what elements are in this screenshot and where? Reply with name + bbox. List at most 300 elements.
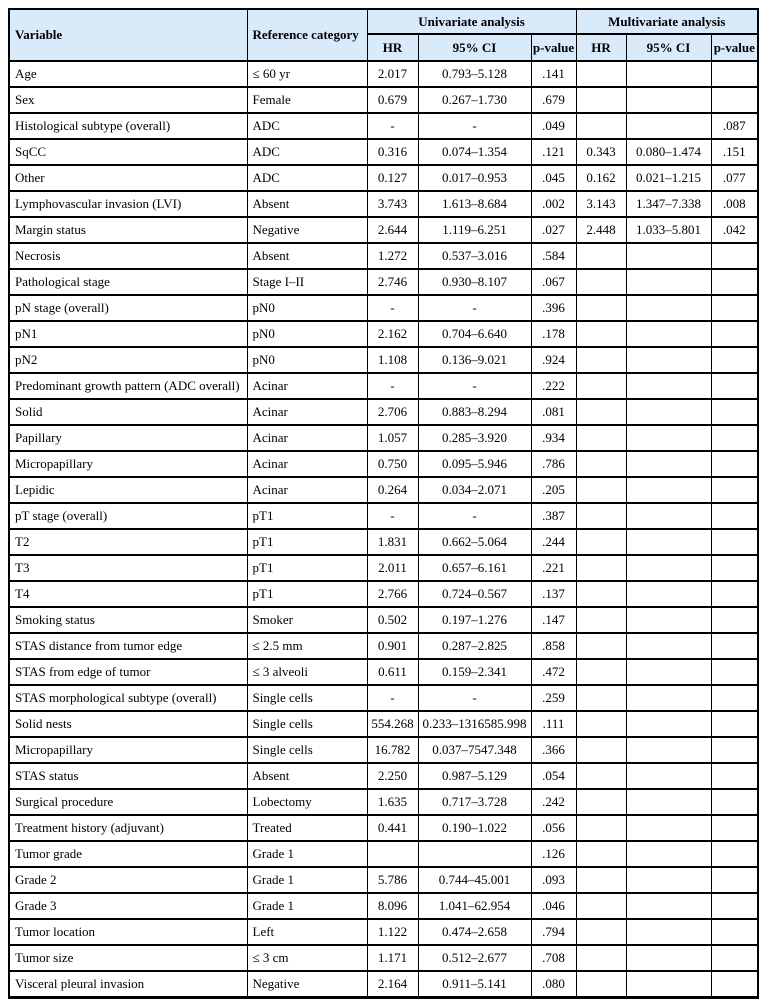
multivariate-ci-cell xyxy=(626,425,711,451)
reference-category-cell: Single cells xyxy=(247,685,367,711)
variable-cell: Margin status xyxy=(9,217,247,243)
multivariate-hr-cell: 0.162 xyxy=(576,165,626,191)
multivariate-hr-cell xyxy=(576,451,626,477)
univariate-hr-cell: 1.057 xyxy=(367,425,418,451)
univariate-pvalue-cell: .027 xyxy=(531,217,576,243)
multivariate-ci-cell xyxy=(626,841,711,867)
univariate-pvalue-cell: .081 xyxy=(531,399,576,425)
univariate-ci-cell: - xyxy=(418,295,531,321)
multivariate-pvalue-cell xyxy=(711,295,758,321)
univariate-ci-cell: 0.987–5.129 xyxy=(418,763,531,789)
reference-category-cell: Grade 1 xyxy=(247,841,367,867)
variable-cell: SqCC xyxy=(9,139,247,165)
reference-category-cell: pN0 xyxy=(247,295,367,321)
univariate-hr-cell: 2.706 xyxy=(367,399,418,425)
univariate-hr-cell: - xyxy=(367,503,418,529)
univariate-pvalue-cell: .093 xyxy=(531,867,576,893)
univariate-pvalue-cell: .584 xyxy=(531,243,576,269)
univariate-hr-cell: 0.750 xyxy=(367,451,418,477)
univariate-hr-cell: 0.441 xyxy=(367,815,418,841)
multivariate-ci-cell xyxy=(626,321,711,347)
multivariate-pvalue-cell xyxy=(711,581,758,607)
multivariate-ci-cell xyxy=(626,685,711,711)
header-multivariate-ci: 95% CI xyxy=(626,34,711,61)
univariate-pvalue-cell: .121 xyxy=(531,139,576,165)
multivariate-hr-cell xyxy=(576,633,626,659)
reference-category-cell: Single cells xyxy=(247,711,367,737)
variable-cell: Pathological stage xyxy=(9,269,247,295)
univariate-pvalue-cell: .794 xyxy=(531,919,576,945)
table-row xyxy=(9,451,758,477)
multivariate-ci-cell xyxy=(626,555,711,581)
reference-category-cell: pT1 xyxy=(247,503,367,529)
univariate-hr-cell: 1.831 xyxy=(367,529,418,555)
multivariate-hr-cell xyxy=(576,919,626,945)
variable-cell: Age xyxy=(9,61,247,87)
table-row xyxy=(9,243,758,269)
multivariate-ci-cell xyxy=(626,893,711,919)
reference-category-cell: Absent xyxy=(247,243,367,269)
reference-category-cell: Stage I–II xyxy=(247,269,367,295)
table-row xyxy=(9,841,758,867)
table-row xyxy=(9,425,758,451)
table-row xyxy=(9,555,758,581)
univariate-hr-cell: 1.635 xyxy=(367,789,418,815)
univariate-ci-cell: 0.190–1.022 xyxy=(418,815,531,841)
multivariate-pvalue-cell: .008 xyxy=(711,191,758,217)
reference-category-cell: Smoker xyxy=(247,607,367,633)
multivariate-ci-cell xyxy=(626,763,711,789)
header-multivariate-analysis: Multivariate analysis xyxy=(576,9,758,34)
univariate-ci-cell: - xyxy=(418,503,531,529)
multivariate-pvalue-cell: .077 xyxy=(711,165,758,191)
reference-category-cell: Absent xyxy=(247,191,367,217)
multivariate-hr-cell xyxy=(576,867,626,893)
table-header xyxy=(9,9,758,61)
multivariate-ci-cell xyxy=(626,503,711,529)
univariate-pvalue-cell: .396 xyxy=(531,295,576,321)
univariate-ci-cell: 0.037–7547.348 xyxy=(418,737,531,763)
variable-cell: STAS morphological subtype (overall) xyxy=(9,685,247,711)
reference-category-cell: pT1 xyxy=(247,581,367,607)
multivariate-ci-cell xyxy=(626,87,711,113)
univariate-ci-cell: 0.537–3.016 xyxy=(418,243,531,269)
cox-regression-table xyxy=(8,8,759,999)
univariate-pvalue-cell: .147 xyxy=(531,607,576,633)
multivariate-pvalue-cell xyxy=(711,685,758,711)
reference-category-cell: Acinar xyxy=(247,373,367,399)
table-row xyxy=(9,633,758,659)
univariate-ci-cell: 0.233–1316585.998 xyxy=(418,711,531,737)
variable-cell: T3 xyxy=(9,555,247,581)
variable-cell: pT stage (overall) xyxy=(9,503,247,529)
table-row xyxy=(9,737,758,763)
multivariate-ci-cell xyxy=(626,971,711,997)
univariate-ci-cell xyxy=(418,841,531,867)
reference-category-cell: ADC xyxy=(247,165,367,191)
univariate-hr-cell: 2.164 xyxy=(367,971,418,997)
multivariate-ci-cell xyxy=(626,295,711,321)
univariate-ci-cell: 1.119–6.251 xyxy=(418,217,531,243)
multivariate-pvalue-cell xyxy=(711,243,758,269)
table-row xyxy=(9,347,758,373)
univariate-ci-cell: - xyxy=(418,685,531,711)
multivariate-pvalue-cell xyxy=(711,659,758,685)
reference-category-cell: pT1 xyxy=(247,555,367,581)
multivariate-ci-cell: 1.033–5.801 xyxy=(626,217,711,243)
multivariate-pvalue-cell xyxy=(711,477,758,503)
multivariate-pvalue-cell xyxy=(711,945,758,971)
univariate-hr-cell: 0.901 xyxy=(367,633,418,659)
univariate-ci-cell: 0.657–6.161 xyxy=(418,555,531,581)
univariate-pvalue-cell: .046 xyxy=(531,893,576,919)
univariate-pvalue-cell: .366 xyxy=(531,737,576,763)
table-row xyxy=(9,87,758,113)
univariate-pvalue-cell: .045 xyxy=(531,165,576,191)
univariate-hr-cell: - xyxy=(367,113,418,139)
reference-category-cell: Treated xyxy=(247,815,367,841)
univariate-pvalue-cell: .472 xyxy=(531,659,576,685)
variable-cell: Visceral pleural invasion xyxy=(9,971,247,997)
variable-cell: Predominant growth pattern (ADC overall) xyxy=(9,373,247,399)
univariate-pvalue-cell: .178 xyxy=(531,321,576,347)
multivariate-pvalue-cell: .042 xyxy=(711,217,758,243)
multivariate-pvalue-cell xyxy=(711,269,758,295)
univariate-hr-cell: 2.250 xyxy=(367,763,418,789)
reference-category-cell: pN0 xyxy=(247,347,367,373)
variable-cell: Lepidic xyxy=(9,477,247,503)
table-row xyxy=(9,399,758,425)
table-row xyxy=(9,867,758,893)
univariate-pvalue-cell: .221 xyxy=(531,555,576,581)
multivariate-ci-cell xyxy=(626,243,711,269)
variable-cell: Solid xyxy=(9,399,247,425)
univariate-pvalue-cell: .244 xyxy=(531,529,576,555)
reference-category-cell: Single cells xyxy=(247,737,367,763)
univariate-hr-cell: 0.679 xyxy=(367,87,418,113)
table-row xyxy=(9,113,758,139)
multivariate-pvalue-cell xyxy=(711,763,758,789)
multivariate-hr-cell xyxy=(576,789,626,815)
multivariate-pvalue-cell xyxy=(711,61,758,87)
univariate-pvalue-cell: .054 xyxy=(531,763,576,789)
reference-category-cell: ADC xyxy=(247,113,367,139)
univariate-hr-cell: 2.746 xyxy=(367,269,418,295)
multivariate-hr-cell xyxy=(576,61,626,87)
table-row xyxy=(9,269,758,295)
header-univariate-hr: HR xyxy=(367,34,418,61)
table-row xyxy=(9,893,758,919)
multivariate-pvalue-cell xyxy=(711,321,758,347)
multivariate-ci-cell xyxy=(626,659,711,685)
univariate-pvalue-cell: .080 xyxy=(531,971,576,997)
univariate-ci-cell: 0.095–5.946 xyxy=(418,451,531,477)
univariate-pvalue-cell: .786 xyxy=(531,451,576,477)
univariate-ci-cell: 0.930–8.107 xyxy=(418,269,531,295)
multivariate-pvalue-cell xyxy=(711,425,758,451)
univariate-hr-cell: 2.644 xyxy=(367,217,418,243)
variable-cell: Micropapillary xyxy=(9,451,247,477)
univariate-pvalue-cell: .067 xyxy=(531,269,576,295)
table-row xyxy=(9,919,758,945)
univariate-hr-cell: - xyxy=(367,295,418,321)
reference-category-cell: ≤ 60 yr xyxy=(247,61,367,87)
variable-cell: STAS distance from tumor edge xyxy=(9,633,247,659)
reference-category-cell: ADC xyxy=(247,139,367,165)
multivariate-hr-cell: 2.448 xyxy=(576,217,626,243)
univariate-ci-cell: 1.613–8.684 xyxy=(418,191,531,217)
reference-category-cell: Female xyxy=(247,87,367,113)
reference-category-cell: Absent xyxy=(247,763,367,789)
multivariate-hr-cell xyxy=(576,503,626,529)
table-row xyxy=(9,971,758,997)
univariate-pvalue-cell: .111 xyxy=(531,711,576,737)
reference-category-cell: ≤ 3 cm xyxy=(247,945,367,971)
multivariate-pvalue-cell xyxy=(711,789,758,815)
table-row xyxy=(9,607,758,633)
variable-cell: Other xyxy=(9,165,247,191)
variable-cell: pN stage (overall) xyxy=(9,295,247,321)
multivariate-pvalue-cell xyxy=(711,711,758,737)
variable-cell: STAS from edge of tumor xyxy=(9,659,247,685)
variable-cell: Smoking status xyxy=(9,607,247,633)
multivariate-ci-cell: 0.021–1.215 xyxy=(626,165,711,191)
multivariate-hr-cell xyxy=(576,841,626,867)
variable-cell: Surgical procedure xyxy=(9,789,247,815)
reference-category-cell: Left xyxy=(247,919,367,945)
univariate-hr-cell: 1.122 xyxy=(367,919,418,945)
univariate-pvalue-cell: .924 xyxy=(531,347,576,373)
multivariate-hr-cell xyxy=(576,555,626,581)
table-row xyxy=(9,217,758,243)
multivariate-ci-cell xyxy=(626,373,711,399)
variable-cell: pN2 xyxy=(9,347,247,373)
multivariate-ci-cell xyxy=(626,451,711,477)
univariate-ci-cell: 1.041–62.954 xyxy=(418,893,531,919)
multivariate-hr-cell xyxy=(576,243,626,269)
univariate-ci-cell: 0.512–2.677 xyxy=(418,945,531,971)
univariate-pvalue-cell: .858 xyxy=(531,633,576,659)
variable-cell: Solid nests xyxy=(9,711,247,737)
multivariate-hr-cell xyxy=(576,685,626,711)
variable-cell: STAS status xyxy=(9,763,247,789)
multivariate-hr-cell xyxy=(576,581,626,607)
table-row xyxy=(9,763,758,789)
multivariate-hr-cell xyxy=(576,321,626,347)
multivariate-pvalue-cell xyxy=(711,893,758,919)
variable-cell: Grade 2 xyxy=(9,867,247,893)
multivariate-hr-cell: 0.343 xyxy=(576,139,626,165)
univariate-ci-cell: - xyxy=(418,373,531,399)
univariate-ci-cell: 0.267–1.730 xyxy=(418,87,531,113)
univariate-pvalue-cell: .126 xyxy=(531,841,576,867)
univariate-hr-cell: 0.264 xyxy=(367,477,418,503)
univariate-ci-cell: - xyxy=(418,113,531,139)
reference-category-cell: Acinar xyxy=(247,477,367,503)
multivariate-ci-cell xyxy=(626,61,711,87)
variable-cell: Sex xyxy=(9,87,247,113)
multivariate-hr-cell xyxy=(576,737,626,763)
table-row xyxy=(9,61,758,87)
univariate-pvalue-cell: .002 xyxy=(531,191,576,217)
variable-cell: Papillary xyxy=(9,425,247,451)
reference-category-cell: ≤ 3 alveoli xyxy=(247,659,367,685)
univariate-ci-cell: 0.197–1.276 xyxy=(418,607,531,633)
multivariate-hr-cell xyxy=(576,399,626,425)
univariate-pvalue-cell: .708 xyxy=(531,945,576,971)
univariate-ci-cell: 0.662–5.064 xyxy=(418,529,531,555)
univariate-pvalue-cell: .056 xyxy=(531,815,576,841)
reference-category-cell: Grade 1 xyxy=(247,893,367,919)
univariate-ci-cell: 0.285–3.920 xyxy=(418,425,531,451)
table-row xyxy=(9,295,758,321)
multivariate-ci-cell xyxy=(626,607,711,633)
table-row xyxy=(9,789,758,815)
multivariate-ci-cell xyxy=(626,529,711,555)
reference-category-cell: pT1 xyxy=(247,529,367,555)
univariate-ci-cell: 0.474–2.658 xyxy=(418,919,531,945)
multivariate-pvalue-cell xyxy=(711,867,758,893)
univariate-hr-cell: 2.017 xyxy=(367,61,418,87)
reference-category-cell: Negative xyxy=(247,217,367,243)
multivariate-pvalue-cell xyxy=(711,87,758,113)
univariate-ci-cell: 0.074–1.354 xyxy=(418,139,531,165)
table-row xyxy=(9,477,758,503)
multivariate-hr-cell xyxy=(576,529,626,555)
univariate-ci-cell: 0.704–6.640 xyxy=(418,321,531,347)
header-univariate-analysis: Univariate analysis xyxy=(367,9,576,34)
multivariate-ci-cell xyxy=(626,711,711,737)
univariate-pvalue-cell: .934 xyxy=(531,425,576,451)
reference-category-cell: ≤ 2.5 mm xyxy=(247,633,367,659)
multivariate-pvalue-cell xyxy=(711,815,758,841)
univariate-hr-cell: 2.011 xyxy=(367,555,418,581)
multivariate-hr-cell xyxy=(576,347,626,373)
multivariate-hr-cell xyxy=(576,945,626,971)
univariate-ci-cell: 0.883–8.294 xyxy=(418,399,531,425)
table-row xyxy=(9,529,758,555)
header-multivariate-pvalue: p-value xyxy=(711,34,758,61)
multivariate-hr-cell xyxy=(576,295,626,321)
table-row xyxy=(9,815,758,841)
multivariate-pvalue-cell xyxy=(711,503,758,529)
univariate-hr-cell: 0.127 xyxy=(367,165,418,191)
header-multivariate-hr: HR xyxy=(576,34,626,61)
table-row xyxy=(9,503,758,529)
multivariate-pvalue-cell xyxy=(711,971,758,997)
variable-cell: Tumor location xyxy=(9,919,247,945)
table-row xyxy=(9,139,758,165)
univariate-pvalue-cell: .205 xyxy=(531,477,576,503)
univariate-pvalue-cell: .141 xyxy=(531,61,576,87)
univariate-hr-cell: 5.786 xyxy=(367,867,418,893)
multivariate-hr-cell xyxy=(576,425,626,451)
header-variable: Variable xyxy=(9,9,247,61)
variable-cell: Necrosis xyxy=(9,243,247,269)
reference-category-cell: pN0 xyxy=(247,321,367,347)
univariate-pvalue-cell: .387 xyxy=(531,503,576,529)
multivariate-pvalue-cell xyxy=(711,607,758,633)
multivariate-ci-cell xyxy=(626,269,711,295)
table-body xyxy=(9,61,758,997)
multivariate-hr-cell xyxy=(576,269,626,295)
univariate-ci-cell: 0.136–9.021 xyxy=(418,347,531,373)
univariate-ci-cell: 0.159–2.341 xyxy=(418,659,531,685)
variable-cell: Grade 3 xyxy=(9,893,247,919)
multivariate-hr-cell xyxy=(576,763,626,789)
multivariate-pvalue-cell xyxy=(711,451,758,477)
multivariate-pvalue-cell xyxy=(711,919,758,945)
multivariate-hr-cell xyxy=(576,477,626,503)
univariate-hr-cell: 1.108 xyxy=(367,347,418,373)
univariate-pvalue-cell: .259 xyxy=(531,685,576,711)
multivariate-pvalue-cell xyxy=(711,737,758,763)
univariate-hr-cell: 8.096 xyxy=(367,893,418,919)
multivariate-ci-cell xyxy=(626,347,711,373)
univariate-hr-cell: - xyxy=(367,685,418,711)
multivariate-hr-cell xyxy=(576,607,626,633)
univariate-ci-cell: 0.724–0.567 xyxy=(418,581,531,607)
multivariate-hr-cell xyxy=(576,113,626,139)
multivariate-ci-cell xyxy=(626,737,711,763)
reference-category-cell: Acinar xyxy=(247,425,367,451)
table-row xyxy=(9,165,758,191)
reference-category-cell: Acinar xyxy=(247,451,367,477)
univariate-hr-cell: 2.766 xyxy=(367,581,418,607)
univariate-ci-cell: 0.017–0.953 xyxy=(418,165,531,191)
multivariate-pvalue-cell xyxy=(711,841,758,867)
variable-cell: Histological subtype (overall) xyxy=(9,113,247,139)
multivariate-ci-cell xyxy=(626,399,711,425)
multivariate-ci-cell: 0.080–1.474 xyxy=(626,139,711,165)
reference-category-cell: Acinar xyxy=(247,399,367,425)
multivariate-ci-cell xyxy=(626,581,711,607)
univariate-ci-cell: 0.717–3.728 xyxy=(418,789,531,815)
variable-cell: Treatment history (adjuvant) xyxy=(9,815,247,841)
table-row xyxy=(9,321,758,347)
variable-cell: T2 xyxy=(9,529,247,555)
multivariate-hr-cell: 3.143 xyxy=(576,191,626,217)
variable-cell: Tumor grade xyxy=(9,841,247,867)
univariate-ci-cell: 0.911–5.141 xyxy=(418,971,531,997)
variable-cell: T4 xyxy=(9,581,247,607)
multivariate-hr-cell xyxy=(576,87,626,113)
univariate-hr-cell: - xyxy=(367,373,418,399)
univariate-pvalue-cell: .137 xyxy=(531,581,576,607)
variable-cell: Lymphovascular invasion (LVI) xyxy=(9,191,247,217)
table-row xyxy=(9,659,758,685)
univariate-pvalue-cell: .679 xyxy=(531,87,576,113)
variable-cell: pN1 xyxy=(9,321,247,347)
multivariate-pvalue-cell xyxy=(711,529,758,555)
univariate-ci-cell: 0.793–5.128 xyxy=(418,61,531,87)
multivariate-pvalue-cell xyxy=(711,633,758,659)
univariate-pvalue-cell: .242 xyxy=(531,789,576,815)
variable-cell: Tumor size xyxy=(9,945,247,971)
multivariate-ci-cell xyxy=(626,789,711,815)
multivariate-hr-cell xyxy=(576,659,626,685)
multivariate-hr-cell xyxy=(576,893,626,919)
multivariate-ci-cell: 1.347–7.338 xyxy=(626,191,711,217)
multivariate-pvalue-cell: .087 xyxy=(711,113,758,139)
univariate-hr-cell: 3.743 xyxy=(367,191,418,217)
multivariate-hr-cell xyxy=(576,971,626,997)
univariate-ci-cell: 0.287–2.825 xyxy=(418,633,531,659)
univariate-hr-cell: 1.272 xyxy=(367,243,418,269)
univariate-pvalue-cell: .049 xyxy=(531,113,576,139)
multivariate-hr-cell xyxy=(576,815,626,841)
multivariate-hr-cell xyxy=(576,711,626,737)
